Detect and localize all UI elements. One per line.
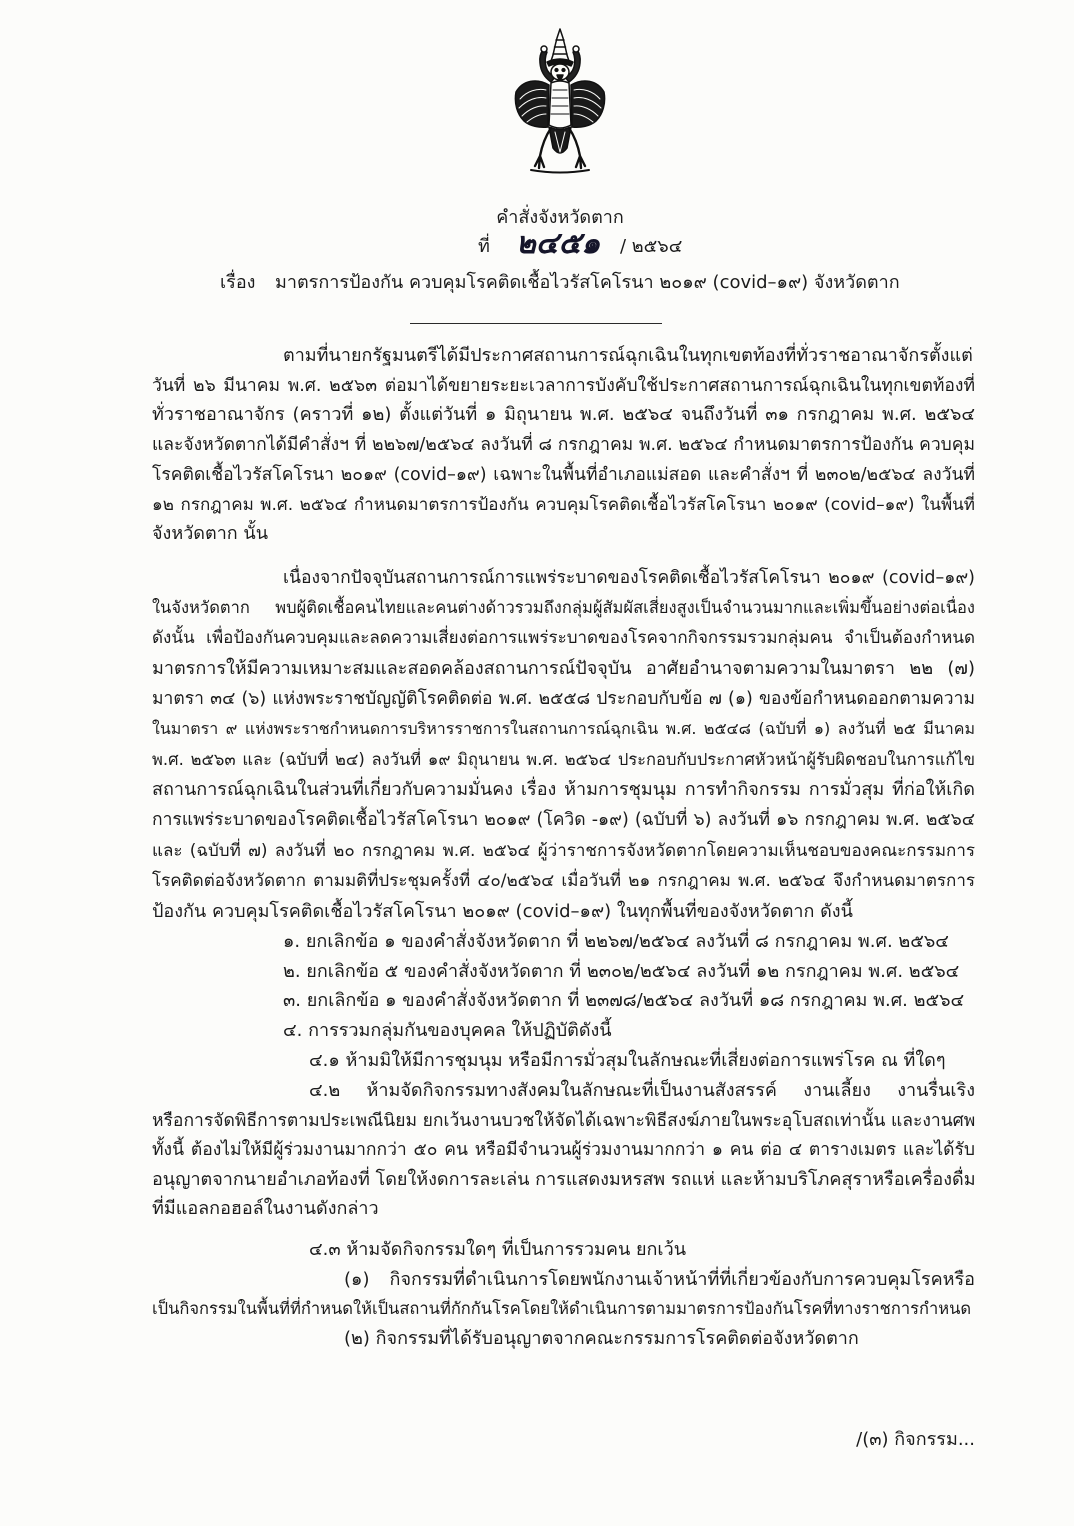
- preamble-line: วันที่ ๒๖ มีนาคม พ.ศ. ๒๕๖๓ ต่อมาได้ขยายระยะเวลาการบังคับใช้ประกาศสถานการณ์ฉุกเฉินในทุกเขตท้องที่: [152, 376, 975, 396]
- clause-4-2-line: อนุญาตจากนายอำเภอท้องที่ โดยให้งดการละเล่น การแสดงมหรสพ รถแห่ และห้ามบริโภคสุราหรือเครื่องดื่ม: [152, 1169, 976, 1190]
- preamble-line: จังหวัดตาก นั้น: [152, 523, 269, 544]
- clause-4-2-line: ที่มีแอลกอฮอล์ในงานดังกล่าว: [152, 1198, 379, 1219]
- clause-4-2-line: หรือการจัดพิธีการตามประเพณีนิยม ยกเว้นงานบวชให้จัดได้เฉพาะพิธีสงฆ์ภายในพระอุโบสถเท่านั้น และงานศพ: [152, 1111, 976, 1131]
- preamble-line: และจังหวัดตากได้มีคำสั่งฯ ที่ ๒๒๖๗/๒๕๖๔ ลงวันที่ ๘ กรกฎาคม พ.ศ. ๒๕๖๔ กำหนดมาตรการป้องกัน ควบคุม: [152, 435, 975, 455]
- subject-label: เรื่อง: [220, 272, 256, 293]
- garuda-emblem: [513, 28, 607, 178]
- reasons-line: มาตรการให้มีความเหมาะสมและสอดคล้องสถานการณ์ปัจจุบัน อาศัยอำนาจตามความในมาตรา ๒๒ (๗): [152, 658, 975, 679]
- emblem-head: [551, 64, 569, 80]
- document-title: คำสั่งจังหวัดตาก: [496, 207, 624, 228]
- emblem-crown: [547, 29, 573, 66]
- title-divider: [410, 323, 662, 324]
- order-year: / ๒๕๖๔: [620, 236, 683, 257]
- order-item-2: ๒. ยกเลิกข้อ ๕ ของคำสั่งจังหวัดตาก ที่ ๒๓๐๒/๒๕๖๔ ลงวันที่ ๑๒ กรกฎาคม พ.ศ. ๒๕๖๔: [283, 961, 960, 982]
- subject-text: มาตรการป้องกัน ควบคุมโรคติดเชื้อไวรัสโคโรนา ๒๐๑๙ (covid–๑๙) จังหวัดตาก: [275, 272, 900, 293]
- reasons-line: สถานการณ์ฉุกเฉินในส่วนที่เกี่ยวกับความมั่นคง เรื่อง ห้ามการชุมนุม การทำกิจกรรม การมั่วสุม ที่ก่อให้เกิด: [152, 779, 975, 800]
- reasons-line: พ.ศ. ๒๕๖๓ และ (ฉบับที่ ๒๔) ลงวันที่ ๑๙ มิถุนายน พ.ศ. ๒๕๖๔ ประกอบกับประกาศหัวหน้าผู้รับผิดชอบในการแก้ไข: [152, 750, 975, 769]
- preamble-line: ทั่วราชอาณาจักร (คราวที่ ๑๒) ตั้งแต่วันที่ ๑ มิถุนายน พ.ศ. ๒๕๖๔ จนถึงวันที่ ๓๑ กรกฎาคม พ.ศ. ๒๕๖๔: [152, 404, 975, 425]
- reasons-line: การแพร่ระบาดของโรคติดเชื้อไวรัสโคโรนา ๒๐๑๙ (โควิด -๑๙) (ฉบับที่ ๖) ลงวันที่ ๑๖ กรกฎาคม พ.ศ. ๒๕๖๔: [152, 810, 975, 830]
- clause-4-2-line: ๔.๒ ห้ามจัดกิจกรรมทางสังคมในลักษณะที่เป็นงานสังสรรค์ งานเลี้ยง งานรื่นเริง: [309, 1080, 975, 1101]
- order-item-1: ๑. ยกเลิกข้อ ๑ ของคำสั่งจังหวัดตาก ที่ ๒๒๖๗/๒๕๖๔ ลงวันที่ ๘ กรกฎาคม พ.ศ. ๒๕๖๔: [283, 931, 949, 952]
- clause-4-3: ๔.๓ ห้ามจัดกิจกรรมใดๆ ที่เป็นการรวมคน ยกเว้น: [309, 1239, 686, 1260]
- clause-4-1: ๔.๑ ห้ามมิให้มีการชุมนุม หรือมีการมั่วสุมในลักษณะที่เสี่ยงต่อการแพร่โรค ณ ที่ใดๆ: [309, 1050, 946, 1071]
- order-number-handwritten: ๒๔๕๑: [516, 226, 601, 261]
- reasons-line: ในจังหวัดตาก พบผู้ติดเชื้อคนไทยและคนต่างด้าวรวมถึงกลุ่มผู้สัมผัสเสี่ยงสูงเป็นจำนวนมากและเพิ่มขึ้นอย่างต่อเนื่อง: [152, 598, 975, 617]
- reasons-line: ดังนั้น เพื่อป้องกันควบคุมและลดความเสี่ยงต่อการแพร่ระบาดของโรคจากกิจกรรมรวมกลุ่มคน จำเป็นต้องกำหนด: [152, 628, 975, 648]
- exception-2: (๒) กิจกรรมที่ได้รับอนุญาตจากคณะกรรมการโรคติดต่อจังหวัดตาก: [344, 1328, 859, 1349]
- page-continuation: /(๓) กิจกรรม...: [856, 1429, 975, 1450]
- exception-1-line: เป็นกิจกรรมในพื้นที่ที่กำหนดให้เป็นสถานที่กักกันโรคโดยให้ดำเนินการตามมาตรการป้องกันโรคที่ทางราชการกำหนด: [152, 1299, 972, 1318]
- reasons-line: โรคติดต่อจังหวัดตาก ตามมติที่ประชุมครั้งที่ ๔๐/๒๕๖๔ เมื่อวันที่ ๒๑ กรกฎาคม พ.ศ. ๒๕๖๔ จึงกำหนดมาตรการ: [152, 871, 975, 891]
- order-item-3: ๓. ยกเลิกข้อ ๑ ของคำสั่งจังหวัดตาก ที่ ๒๓๗๘/๒๕๖๔ ลงวันที่ ๑๘ กรกฎาคม พ.ศ. ๒๕๖๔: [283, 990, 965, 1011]
- preamble-line: โรคติดเชื้อไวรัสโคโรนา ๒๐๑๙ (covid–๑๙) เฉพาะในพื้นที่อำเภอแม่สอด และคำสั่งฯ ที่ ๒๓๐๒/๒๕๖๔ ลงวันที่: [152, 465, 975, 485]
- reasons-line: ป้องกัน ควบคุมโรคติดเชื้อไวรัสโคโรนา ๒๐๑๙ (covid–๑๙) ในทุกพื้นที่ของจังหวัดตาก ดังนี้: [152, 901, 853, 922]
- order-item-4: ๔. การรวมกลุ่มกันของบุคคล ให้ปฏิบัติดังนี้: [283, 1020, 612, 1041]
- reasons-line: และ (ฉบับที่ ๗) ลงวันที่ ๒๐ กรกฎาคม พ.ศ. ๒๕๖๔ ผู้ว่าราชการจังหวัดตากโดยความเห็นชอบของคณะกรรมการ: [152, 841, 975, 861]
- preamble-line: ๑๒ กรกฎาคม พ.ศ. ๒๕๖๔ กำหนดมาตรการป้องกัน ควบคุมโรคติดเชื้อไวรัสโคโรนา ๒๐๑๙ (covid–๑๙) ในพื้นที่: [152, 495, 975, 515]
- emblem-body: [549, 81, 571, 153]
- reasons-line: มาตรา ๓๔ (๖) แห่งพระราชบัญญัติโรคติดต่อ พ.ศ. ๒๕๕๘ ประกอบกับข้อ ๗ (๑) ของข้อกำหนดออกตามความ: [152, 689, 975, 709]
- reasons-line: เนื่องจากปัจจุบันสถานการณ์การแพร่ระบาดของโรคติดเชื้อไวรัสโคโรนา ๒๐๑๙ (covid–๑๙): [283, 568, 975, 588]
- exception-1-line: (๑) กิจกรรมที่ดำเนินการโดยพนักงานเจ้าหน้าที่ที่เกี่ยวข้องกับการควบคุมโรคหรือ: [344, 1269, 975, 1290]
- order-number-label: ที่: [478, 236, 490, 257]
- reasons-line: ในมาตรา ๙ แห่งพระราชกำหนดการบริหารราชการในสถานการณ์ฉุกเฉิน พ.ศ. ๒๕๔๘ (ฉบับที่ ๑) ลงวันที่ ๒๕ มีนาคม: [152, 719, 975, 738]
- clause-4-2-line: ทั้งนี้ ต้องไม่ให้มีผู้ร่วมงานมากกว่า ๕๐ คน หรือมีจำนวนผู้ร่วมงานมากกว่า ๑ คน ต่อ ๔ ตารางเมตร และได้รับ: [152, 1140, 975, 1160]
- preamble-line: ตามที่นายกรัฐมนตรีได้มีประกาศสถานการณ์ฉุกเฉินในทุกเขตท้องที่ทั่วราชอาณาจักรตั้งแต่: [283, 345, 973, 366]
